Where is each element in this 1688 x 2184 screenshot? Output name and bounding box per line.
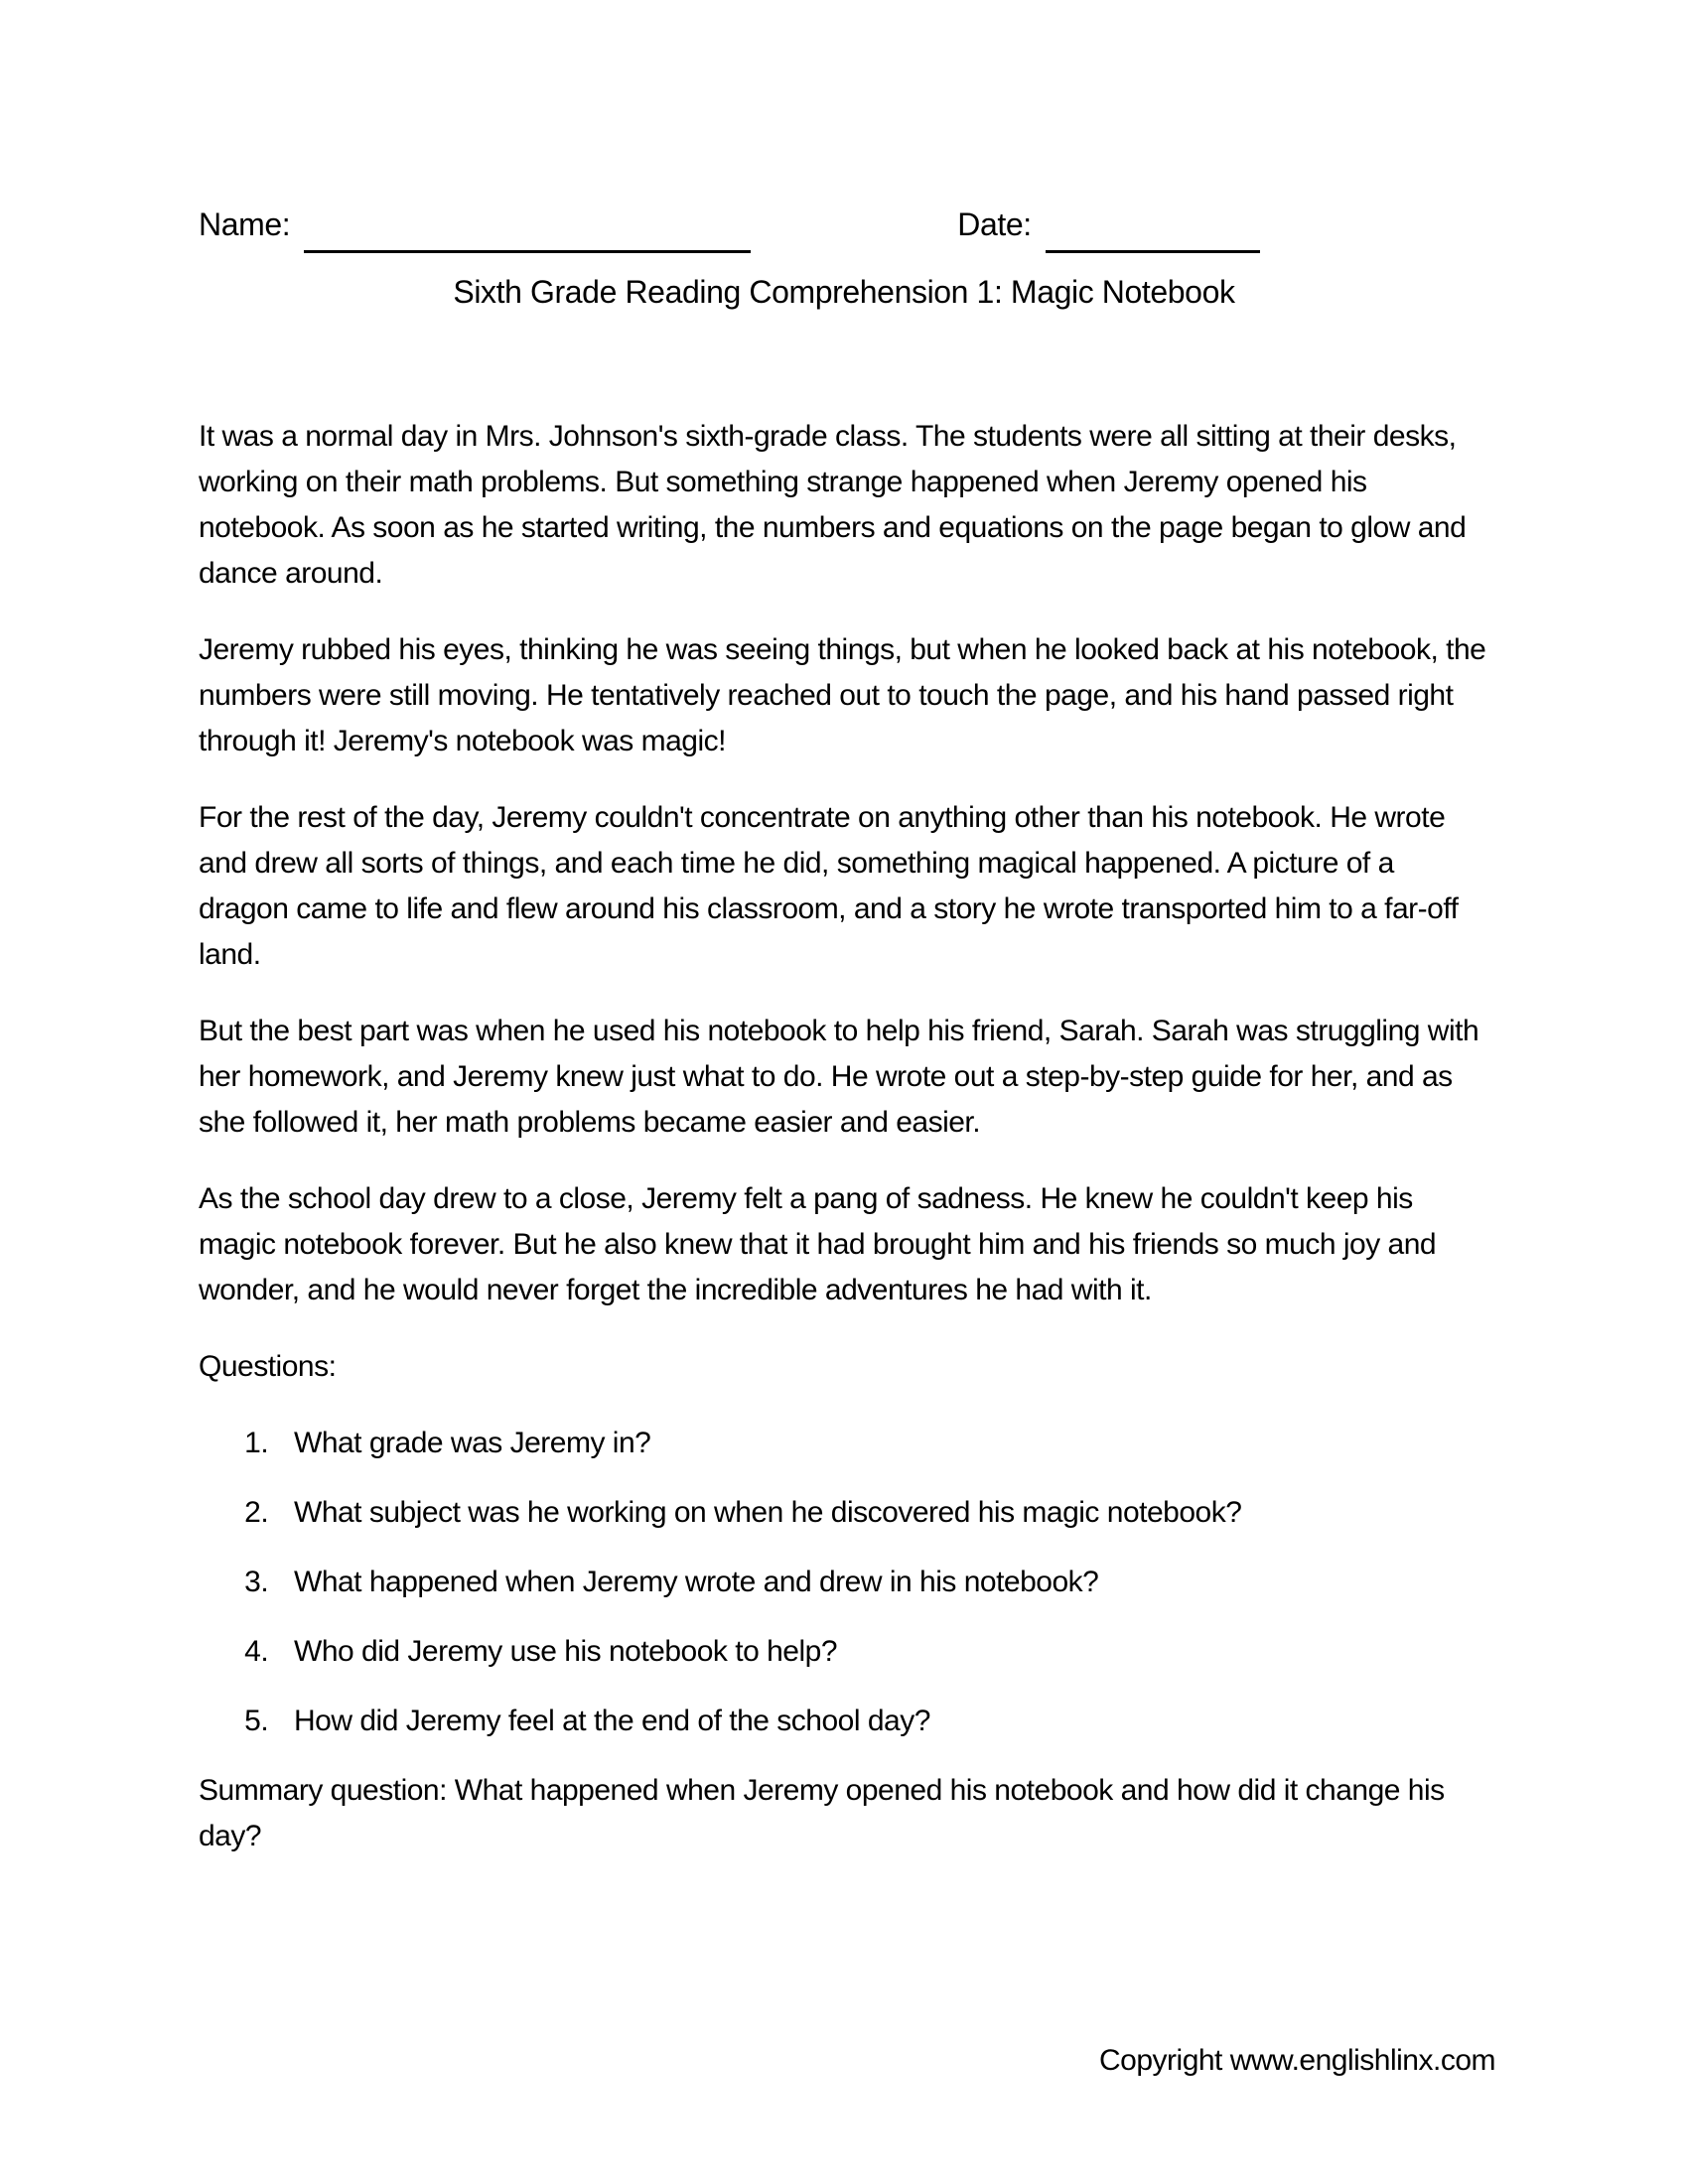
questions-list [199, 1421, 1489, 1744]
story-body [199, 414, 1489, 1859]
header-row [199, 204, 1489, 245]
story-paragraph-3: For the rest of the day, Jeremy couldn't concentrate on anything other than his notebook. He wrote and drew all sorts of things, and each time he did, something magical happened. A picture of a dragon came to life and flew around his classroom, and a story he wrote transported him to a far-off land. [199, 801, 1459, 971]
name-field [199, 204, 751, 245]
date-field [957, 204, 1260, 245]
question-item-5: 5. How did Jeremy feel at the end of the school day? [276, 1699, 1489, 1744]
page-title: Sixth Grade Reading Comprehension 1: Magic Notebook [453, 274, 1235, 310]
name-label: Name: [199, 206, 291, 242]
questions-heading: Questions: [199, 1350, 337, 1383]
question-item-4: 4. Who did Jeremy use his notebook to help? [276, 1629, 1489, 1675]
story-paragraph-4: But the best part was when he used his notebook to help his friend, Sarah. Sarah was struggling with her homework, and Jeremy knew just what to do. He wrote out a step-by-step guide for her, and as she followed it, her math problems became easier and easier. [199, 1015, 1479, 1139]
date-blank-line [1046, 214, 1260, 253]
copyright-notice: Copyright www.englishlinx.com [1099, 2044, 1495, 2077]
question-item-3: 3. What happened when Jeremy wrote and drew in his notebook? [276, 1560, 1489, 1605]
story-paragraph-5: As the school day drew to a close, Jeremy felt a pang of sadness. He knew he couldn't keep his magic notebook forever. But he also knew that it had brought him and his friends so much joy and wonder, and he would never forget the incredible adventures he had with it. [199, 1182, 1437, 1306]
story-paragraph-2: Jeremy rubbed his eyes, thinking he was seeing things, but when he looked back at his notebook, the numbers were still moving. He tentatively reached out to touch the page, and his hand passed right through it! Jeremy's notebook was magic! [199, 633, 1486, 757]
question-item-1: 1. What grade was Jeremy in? [276, 1421, 1489, 1466]
summary-question: Summary question: What happened when Jeremy opened his notebook and how did it change his day? [199, 1774, 1445, 1852]
name-blank-line [304, 214, 751, 253]
story-paragraph-1: It was a normal day in Mrs. Johnson's sixth-grade class. The students were all sitting at their desks, working on their math problems. But something strange happened when Jeremy opened his notebook. As soon as he started writing, the numbers and equations on the page began to glow and dance around. [199, 420, 1467, 590]
date-label: Date: [957, 206, 1032, 242]
question-item-2: 2. What subject was he working on when he discovered his magic notebook? [276, 1490, 1489, 1536]
